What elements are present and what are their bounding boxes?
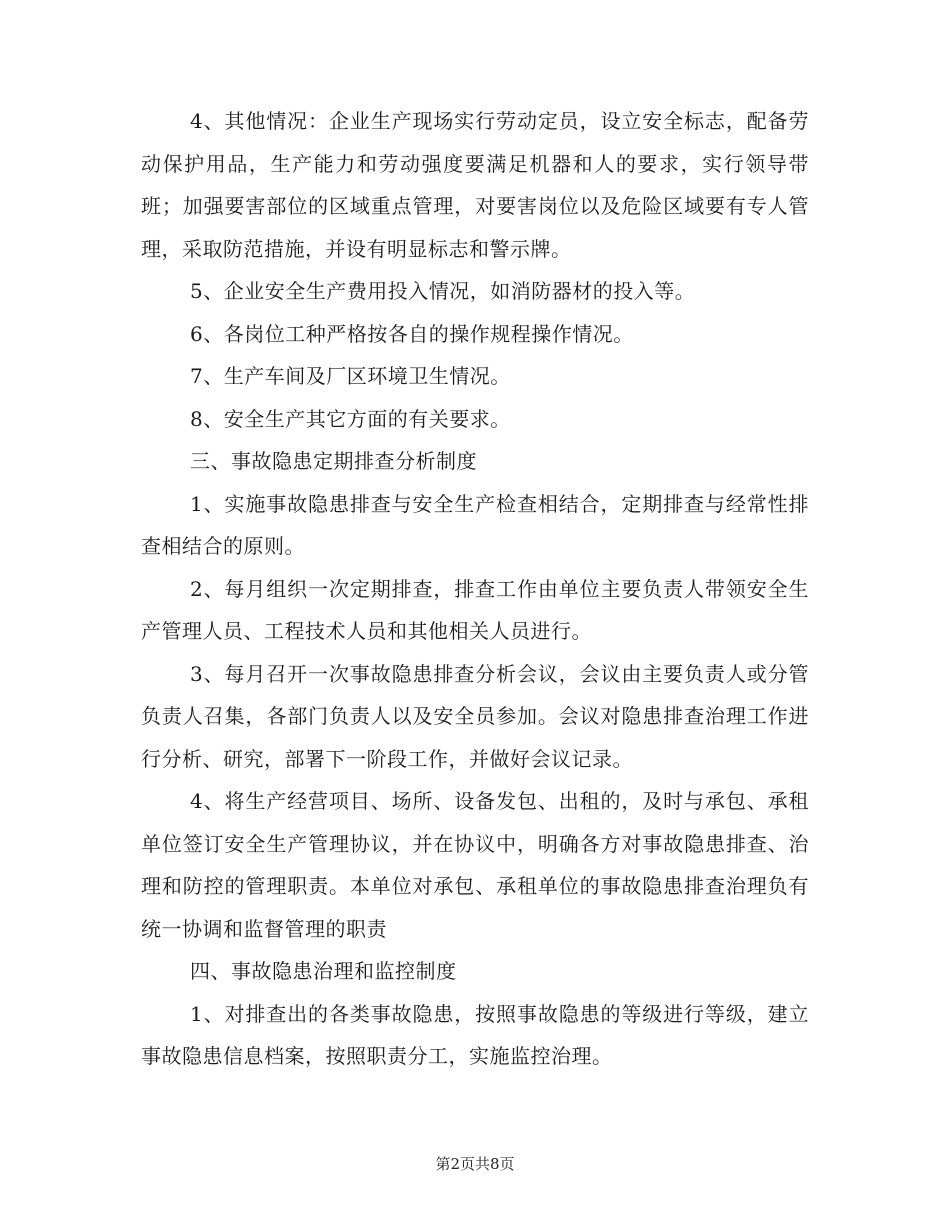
paragraph: 2、每月组织一次定期排查，排查工作由单位主要负责人带领安全生产管理人员、工程技术人员和其他相关人员进行。 (141, 576, 809, 643)
section-heading: 四、事故隐患治理和监控制度 (190, 959, 457, 983)
document-body (141, 100, 809, 1078)
paragraph: 4、将生产经营项目、场所、设备发包、出租的，及时与承包、承租单位签订安全生产管理协议，并在协议中，明确各方对事故隐患排查、治理和防控的管理职责。本单位对承包、承租单位的事故隐患排查治理负有统一协调和监督管理的职责 (141, 789, 809, 941)
paragraph: 1、对排查出的各类事故隐患，按照事故隐患的等级进行等级，建立事故隐患信息档案，按照职责分工，实施监控治理。 (141, 1001, 809, 1068)
paragraph: 7、生产车间及厂区环境卫生情况。 (190, 364, 511, 388)
paragraph: 3、每月召开一次事故隐患排查分析会议，会议由主要负责人或分管负责人召集，各部门负责人以及安全员参加。会议对隐患排查治理工作进行分析、研究，部署下一阶段工作，并做好会议记录。 (141, 661, 809, 771)
paragraph: 6、各岗位工种严格按各自的操作规程操作情况。 (190, 321, 634, 346)
section-heading: 三、事故隐患定期排查分析制度 (190, 449, 477, 473)
paragraph: 5、企业安全生产费用投入情况，如消防器材的投入等。 (190, 279, 696, 303)
page-number: 第2页共8页 (435, 1155, 515, 1173)
paragraph: 1、实施事故隐患排查与安全生产检查相结合，定期排查与经常性排查相结合的原则。 (141, 491, 809, 558)
paragraph: 8、安全生产其它方面的有关要求。 (190, 406, 511, 431)
paragraph: 4、其他情况：企业生产现场实行劳动定员，设立安全标志，配备劳动保护用品，生产能力和劳动强度要满足机器和人的要求，实行领导带班；加强要害部位的区域重点管理，对要害岗位以及危险区域要有专人管理，采取防范措施，并设有明显标志和警示牌。 (141, 109, 809, 261)
